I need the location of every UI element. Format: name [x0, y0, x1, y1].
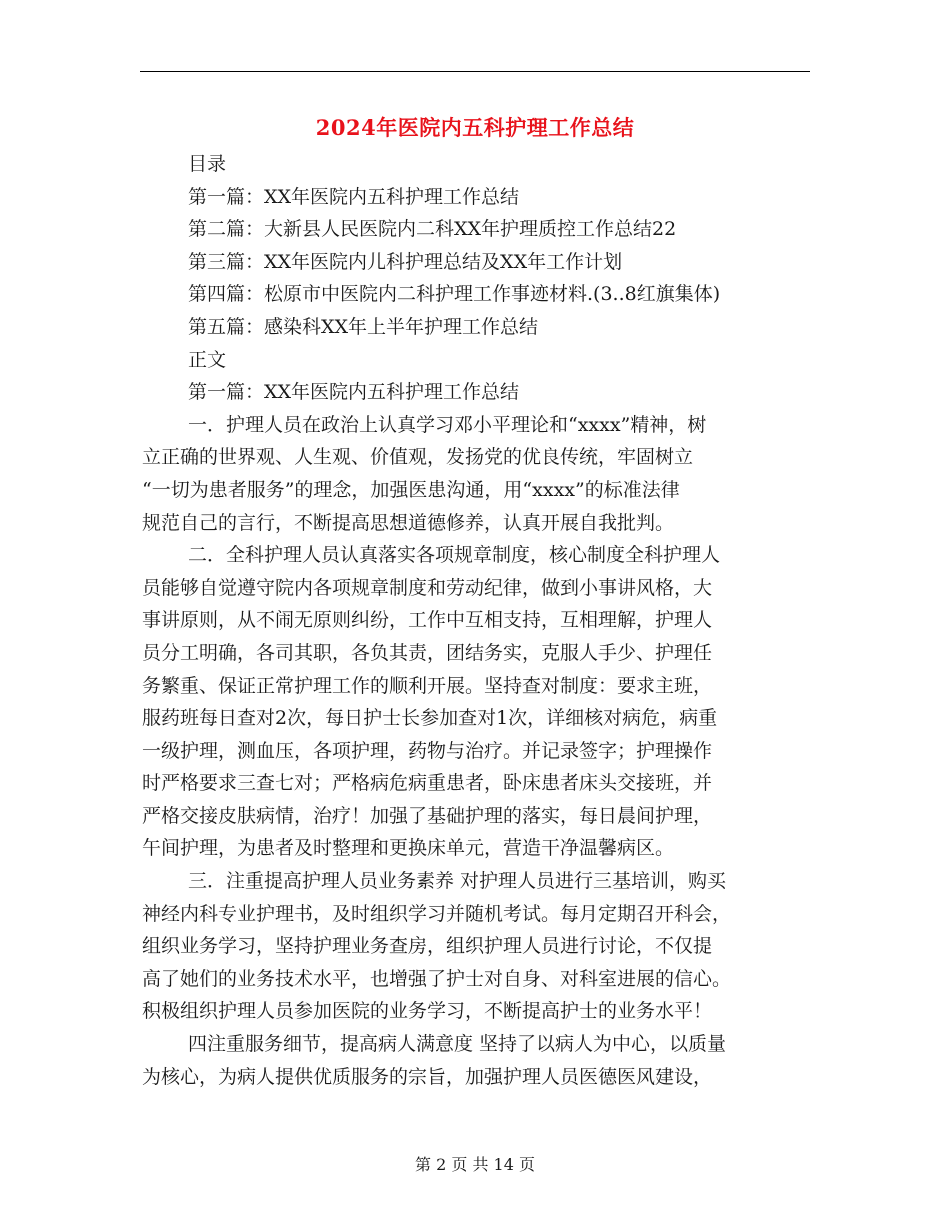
section-title: 第一篇：XX年医院内五科护理工作总结: [188, 381, 520, 404]
paragraph-line: 服药班每日查对2次，每日护士长参加查对1次，详细核对病危，病重: [142, 707, 718, 730]
paragraph-line: 一级护理，测血压，各项护理，药物与治疗。并记录签字；护理操作: [142, 739, 713, 762]
paragraph-line: 四注重服务细节，提高病人满意度 坚持了以病人为中心，以质量: [188, 1033, 727, 1056]
paragraph-line: 二．全科护理人员认真落实各项规章制度，核心制度全科护理人: [188, 544, 721, 567]
paragraph-line: 三．注重提高护理人员业务素养 对护理人员进行三基培训，购买: [188, 870, 727, 893]
header-rule: [140, 71, 810, 72]
paragraph-line: 员能够自觉遵守院内各项规章制度和劳动纪律，做到小事讲风格，大: [142, 576, 713, 599]
paragraph-line: 一．护理人员在政治上认真学习邓小平理论和“xxxx”精神，树: [188, 413, 707, 436]
paragraph-3: [142, 865, 810, 1028]
document-title: 2024年医院内五科护理工作总结: [315, 115, 635, 140]
paragraph-2: [142, 539, 810, 865]
page-number-footer: 第 2 页 共 14 页: [415, 1155, 535, 1174]
paragraph-line: 事讲原则，从不闹无原则纠纷，工作中互相支持，互相理解，护理人: [142, 609, 713, 632]
toc-item-2: 第二篇：大新县人民医院内二科XX年护理质控工作总结22: [188, 218, 677, 241]
toc-item-4: 第四篇：松原市中医院内二科护理工作事迹材料.(3..8红旗集体): [188, 283, 721, 306]
paragraph-line: 午间护理，为患者及时整理和更换床单元，营造干净温馨病区。: [142, 837, 675, 860]
paragraph-line: 时严格要求三查七对；严格病危病重患者，卧床患者床头交接班，并: [142, 772, 713, 795]
toc-item-5: 第五篇：感染科XX年上半年护理工作总结: [188, 315, 539, 338]
paragraph-line: 为核心，为病人提供优质服务的宗旨，加强护理人员医德医风建设，: [142, 1065, 713, 1088]
paragraph-line: 务繁重、保证正常护理工作的顺利开展。坚持查对制度：要求主班，: [142, 674, 713, 697]
paragraph-line: “一切为患者服务”的理念，加强医患沟通，用“xxxx”的标准法律: [142, 478, 680, 501]
paragraph-line: 立正确的世界观、人生观、价值观，发扬党的优良传统，牢固树立: [142, 446, 694, 469]
paragraph-4: [142, 1028, 810, 1093]
document-body: [142, 148, 810, 1093]
toc-item-3: 第三篇：XX年医院内儿科护理总结及XX年工作计划: [188, 250, 623, 273]
paragraph-line: 神经内科专业护理书，及时组织学习并随机考试。每月定期召开科会，: [142, 902, 732, 925]
paragraph-line: 员分工明确，各司其职，各负其责，团结务实，克服人手少、护理任: [142, 641, 713, 664]
body-heading: 正文: [188, 348, 227, 371]
toc-item-1: 第一篇：XX年医院内五科护理工作总结: [188, 185, 520, 208]
paragraph-line: 严格交接皮肤病情，治疗！加强了基础护理的落实，每日晨间护理，: [142, 804, 713, 827]
paragraph-line: 高了她们的业务技术水平，也增强了护士对自身、对科室进展的信心。: [142, 967, 732, 990]
paragraph-1: [142, 409, 810, 539]
paragraph-line: 积极组织护理人员参加医院的业务学习，不断提高护士的业务水平！: [142, 1000, 713, 1023]
paragraph-line: 规范自己的言行，不断提高思想道德修养，认真开展自我批判。: [142, 511, 675, 534]
paragraph-line: 组织业务学习，坚持护理业务查房，组织护理人员进行讨论，不仅提: [142, 935, 713, 958]
toc-heading: 目录: [188, 153, 227, 175]
